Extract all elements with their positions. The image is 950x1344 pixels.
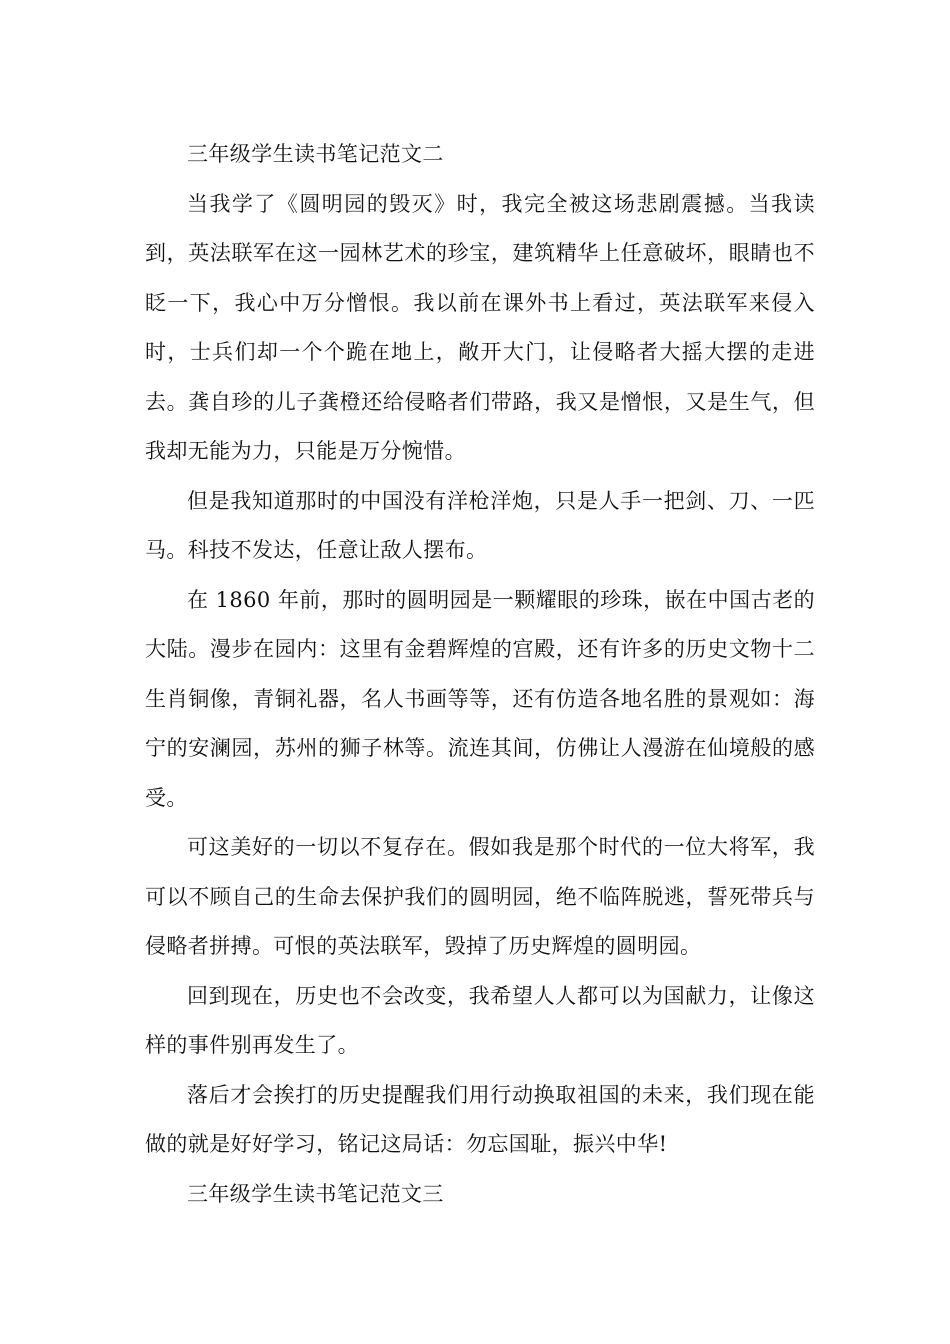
section-heading: 三年级学生读书笔记范文二 xyxy=(187,142,444,166)
body-paragraph: 落后才会挨打的历史提醒我们用行动换取祖国的未来，我们现在能做的就是好好学习，铭记这局话：勿忘国耻，振兴中华! xyxy=(145,1082,815,1156)
body-paragraph: 在 1860 年前，那时的圆明园是一颗耀眼的珍珠，嵌在中国古老的大陆。漫步在园内：这里有金碧辉煌的宫殿，还有许多的历史文物十二生肖铜像，青铜礼器，名人书画等等，还有仿造各地名胜的景观如：海宁的安澜园，苏州的狮子林等。流连其间，仿佛让人漫游在仙境般的感受。 xyxy=(145,587,815,810)
body-paragraph: 回到现在，历史也不会改变，我希望人人都可以为国献力，让像这样的事件别再发生了。 xyxy=(145,983,815,1057)
body-paragraph: 当我学了《圆明园的毁灭》时，我完全被这场悲剧震撼。当我读到，英法联军在这一园林艺术的珍宝，建筑精华上任意破坏，眼睛也不眨一下，我心中万分憎恨。我以前在课外书上看过，英法联军来侵入时，士兵们却一个个跪在地上，敞开大门，让侵略者大摇大摆的走进去。龚自珍的儿子龚橙还给侵略者们带路，我又是憎恨，又是生气，但我却无能为力，只能是万分惋惜。 xyxy=(145,191,815,463)
body-paragraph: 可这美好的一切以不复存在。假如我是那个时代的一位大将军，我可以不顾自己的生命去保护我们的圆明园，绝不临阵脱逃，誓死带兵与侵略者拼搏。可恨的英法联军，毁掉了历史辉煌的圆明园。 xyxy=(145,835,815,958)
section-heading: 三年级学生读书笔记范文三 xyxy=(187,1181,444,1206)
body-paragraph: 但是我知道那时的中国没有洋枪洋炮，只是人手一把剑、刀、一匹马。科技不发达，任意让敌人摆布。 xyxy=(145,488,815,562)
document-body xyxy=(145,130,815,1219)
